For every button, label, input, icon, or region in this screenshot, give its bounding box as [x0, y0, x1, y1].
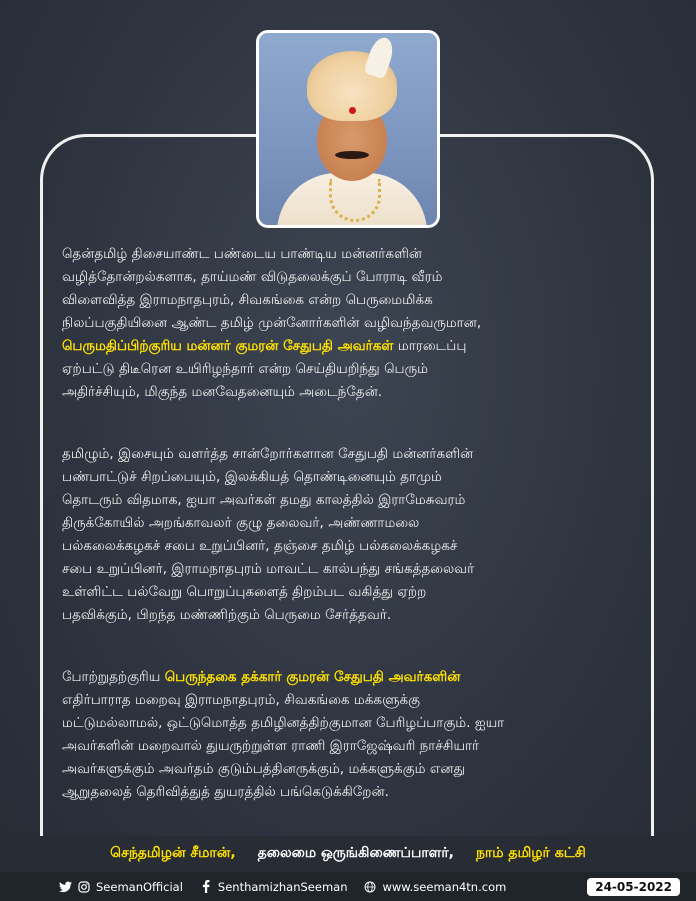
text-line: வழித்தோன்றல்களாக, தாய்மண் விடுதலைக்குப் போராடி வீரம்: [62, 270, 443, 285]
text-line: தென்தமிழ் திசையாண்ட பண்டைய பாண்டிய மன்னர்களின்: [62, 247, 423, 262]
text-line: எதிர்பாராத மறைவு இராமநாதபுரம், சிவகங்கை மக்களுக்கு: [62, 693, 421, 708]
text-line: அவர்களின் மறைவால் துயருற்றுள்ள ராணி இராஜேஷ்வரி நாச்சியார்: [62, 739, 480, 754]
text-fragment: போற்றுதற்குரிய: [62, 670, 165, 685]
handle-text: SeemanOfficial: [96, 879, 183, 894]
text-line: சபை உறுப்பினர், இராமநாதபுரம் மாவட்ட கால்பந்து சங்கத்தலைவர்: [62, 562, 475, 577]
instagram-icon: [77, 880, 91, 894]
date-badge: 24-05-2022: [587, 878, 680, 896]
text-line: மட்டுமல்லாமல், ஒட்டுமொத்த தமிழினத்திற்குமான பேரிழப்பாகும். ஐயா: [62, 716, 505, 731]
text-line: பல்கலைக்கழகச் சபை உறுப்பினர், தஞ்சை தமிழ் பல்கலைக்கழகச்: [62, 539, 458, 554]
king-name-highlight: பெருமதிப்பிற்குரிய மன்னர் குமரன் சேதுபதி அவர்கள்: [62, 339, 394, 354]
twitter-instagram-handle[interactable]: [58, 880, 183, 894]
signature-bar: [0, 836, 696, 872]
website-link[interactable]: [363, 880, 506, 894]
signatory-role: தலைமை ஒருங்கிணைப்பாளர்,: [257, 845, 454, 861]
text-line: நிலப்பகுதியினை ஆண்ட தமிழ் முன்னோர்களின் வழிவந்தவருமான,: [62, 316, 482, 331]
facebook-handle[interactable]: [199, 880, 348, 894]
twitter-icon: [58, 880, 72, 894]
text-line: [62, 335, 642, 358]
text-line: உள்ளிட்ட பல்வேறு பொறுப்புகளைத் திறம்பட வகித்து ஏற்ற: [62, 585, 427, 600]
paragraph-2: [62, 443, 642, 627]
portrait-photo: [256, 30, 440, 228]
text-line: தமிழும், இசையும் வளர்த்த சான்றோர்களான சேதுபதி மன்னர்களின்: [62, 447, 474, 462]
globe-icon: [363, 880, 377, 894]
text-fragment: மாரடைப்பு: [393, 339, 467, 354]
handle-text: SenthamizhanSeeman: [217, 879, 348, 894]
signatory-name: செந்தமிழன் சீமான்,: [110, 845, 236, 861]
text-line: ஆறுதலைத் தெரிவித்துத் துயரத்தில் பங்கெடுக்கிறேன்.: [62, 785, 389, 800]
facebook-icon: [199, 880, 213, 894]
text-line: [62, 666, 642, 689]
paragraph-1: [62, 243, 642, 404]
text-line: அவர்களுக்கும் அவர்தம் குடும்பத்தினருக்கும், மக்களுக்கும் எனது: [62, 762, 466, 777]
text-line: விளைவித்த இராமநாதபுரம், சிவகங்கை என்ற பெருமைமிக்க: [62, 293, 433, 308]
text-line: பதவிக்கும், பிறந்த மண்ணிற்கும் பெருமை சேர்த்தவர்.: [62, 608, 392, 623]
social-footer: [0, 872, 696, 901]
text-line: பண்பாட்டுச் சிறப்பையும், இலக்கியத் தொண்டினையும் தாமும்: [62, 470, 442, 485]
text-line: அதிர்ச்சியும், மிகுந்த மனவேதனையும் அடைந்தேன்.: [62, 385, 383, 400]
text-line: ஏற்பட்டு திடீரென உயிரிழந்தார் என்ற செய்தியறிந்து பெரும்: [62, 362, 428, 377]
website-text: www.seeman4tn.com: [382, 879, 507, 894]
party-name: நாம் தமிழர் கட்சி: [475, 845, 586, 861]
text-line: திருக்கோயில் அறங்காவலர் குழு தலைவர், அண்ணாமலை: [62, 516, 420, 531]
king-name-highlight: பெருந்தகை தக்கார் குமரன் சேதுபதி அவர்களின்: [164, 670, 461, 685]
text-line: தொடரும் விதமாக, ஐயா அவர்கள் தமது காலத்தில் இராமேசுவரம்: [62, 493, 466, 508]
paragraph-3: [62, 666, 642, 804]
